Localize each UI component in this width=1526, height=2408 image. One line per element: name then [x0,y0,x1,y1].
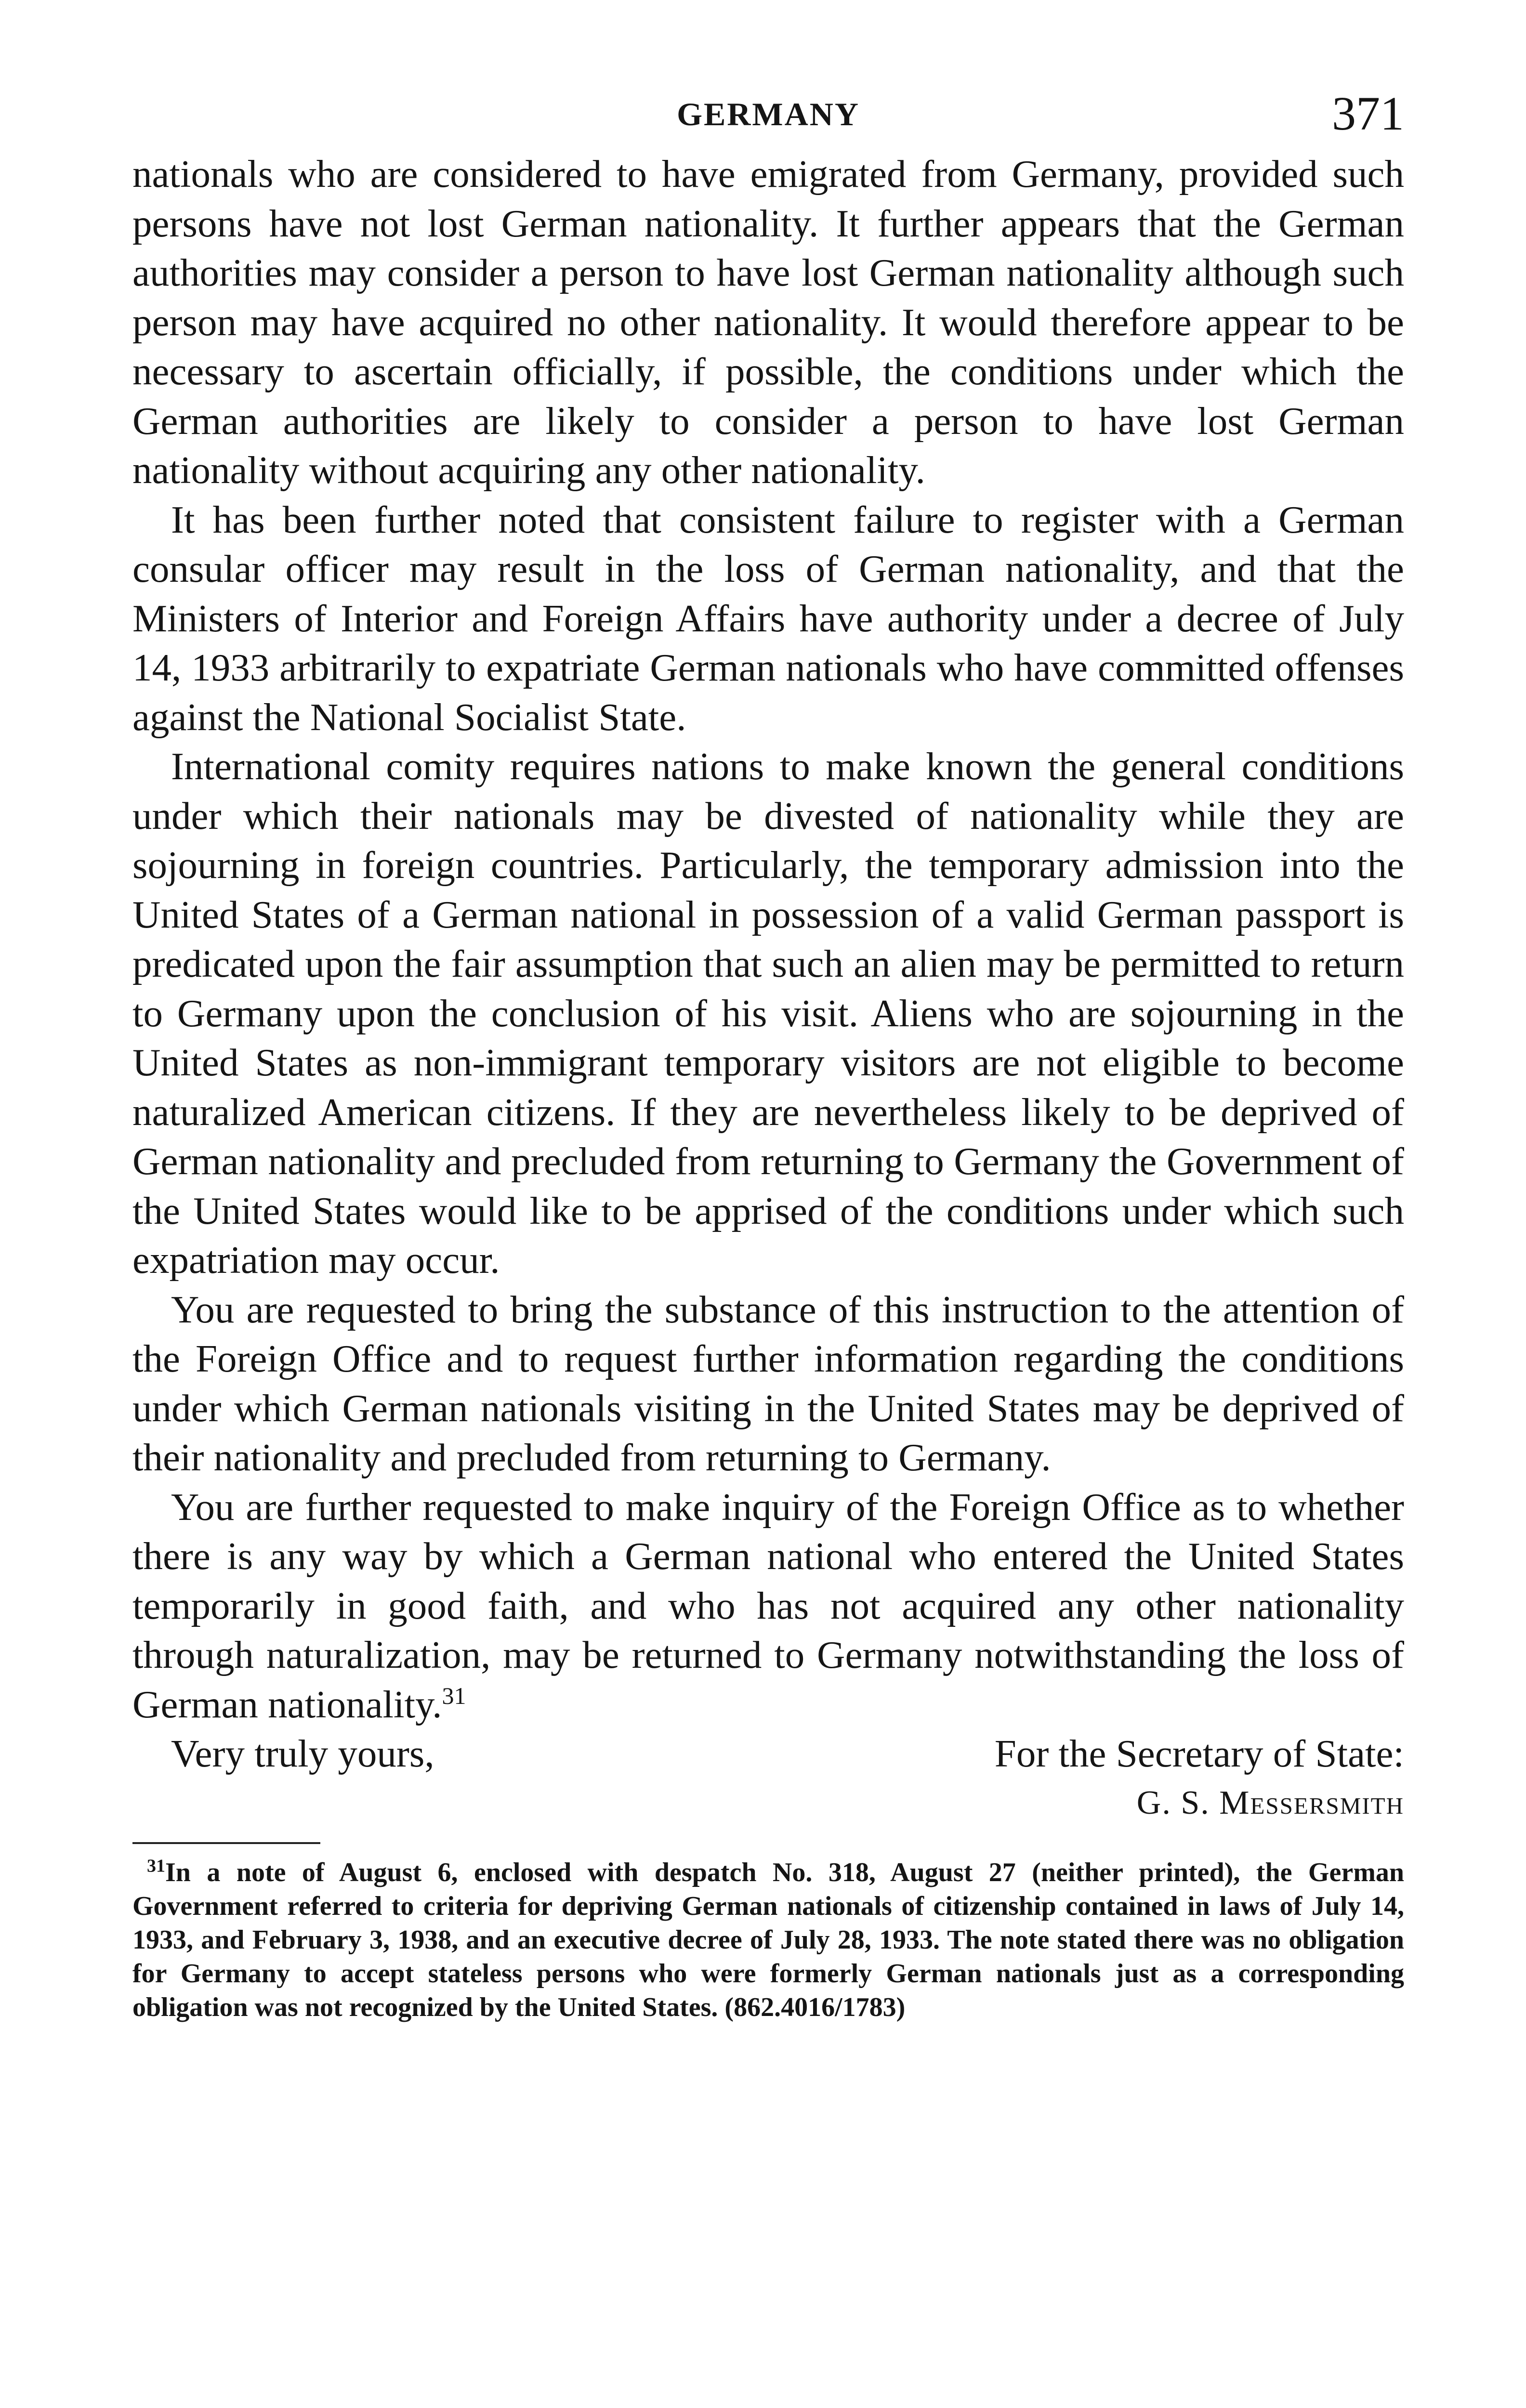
document-page [132,87,1404,2024]
page-number: 371 [1332,87,1404,140]
paragraph-further-inquiry [132,1482,1404,1729]
running-title: GERMANY [677,96,860,132]
footnote-mark: 31 [147,1856,165,1876]
paragraph-international-comity: International comity requires nations to make known the general conditions under which their nationals may be divested of nationality while they are sojourning in foreign countries. Particularly, the temporary admission into the United States of a German national in possession of a valid German passport is predicated upon the fair assumption that such an alien may be permitted to return to Germany upon the conclusion of his visit. Aliens who are sojourning in the United States as non-immigrant temporary visitors are not eligible to become naturalized American citizens. If they are nevertheless likely to be deprived of German nationality and precluded from returning to Germany the Government of the United States would like to be apprised of the conditions under which such expatriation may occur. [132,745,1404,1282]
paragraph-continuation: nationals who are considered to have emigrated from Germany, provided such persons have not lost German nationality. It further appears that the German authorities may consider a person to have lost German nationality although such person may have acquired no other nationality. It would therefore appear to be necessary to ascertain officially, if possible, the conditions under which the German authorities are likely to consider a person to have lost German nationality without acquiring any other nationality. [132,152,1404,492]
salutation: Very truly yours, [171,1732,434,1775]
body-text [132,149,1404,1729]
closing-row [132,1729,1404,1779]
on-behalf-line: For the Secretary of State: [994,1732,1404,1775]
footnote-text: In a note of August 6, enclosed with despatch No. 318, August 27 (neither printed), the German Government referred to criteria for depriving German nationals of citizenship contained in laws of July 14, 1933, and February 3, 1938, and an executive decree of July 28, 1933. The note stated there was no obligation for Germany to accept stateless persons who were formerly German nationals just as a corresponding obligation was not recognized by the United States. (862.4016/1783) [132,1858,1404,2022]
signatory-name: G. S. Messersmith [1136,1784,1404,1821]
paragraph-consular-registration: It has been further noted that consistent failure to register with a German consular officer may result in the loss of German nationality, and that the Ministers of Interior and Foreign Affairs have authority under a decree of July 14, 1933 arbitrarily to expatriate German nationals who have committed offenses against the National Socialist State. [132,497,1404,739]
paragraph-further-inquiry-text: You are further requested to make inquiry of the Foreign Office as to whether there is any way by which a German national who entered the United States temporarily in good faith, and who has not acquired any other nationality through naturalization, may be returned to Germany notwithstanding the loss of German nationality. [132,1485,1404,1726]
running-head [132,87,1404,144]
footnote-reference: 31 [442,1682,466,1709]
paragraph-request-foreign-office: You are requested to bring the substance of this instruction to the attention of the Foreign Office and to request further information regarding the conditions under which German nationals visiting in the United States may be deprived of their nationality and precluded from returning to Germany. [132,1287,1404,1479]
footnote-divider [132,1842,320,1844]
footnote [132,1856,1404,2024]
signatory [132,1779,1404,1828]
